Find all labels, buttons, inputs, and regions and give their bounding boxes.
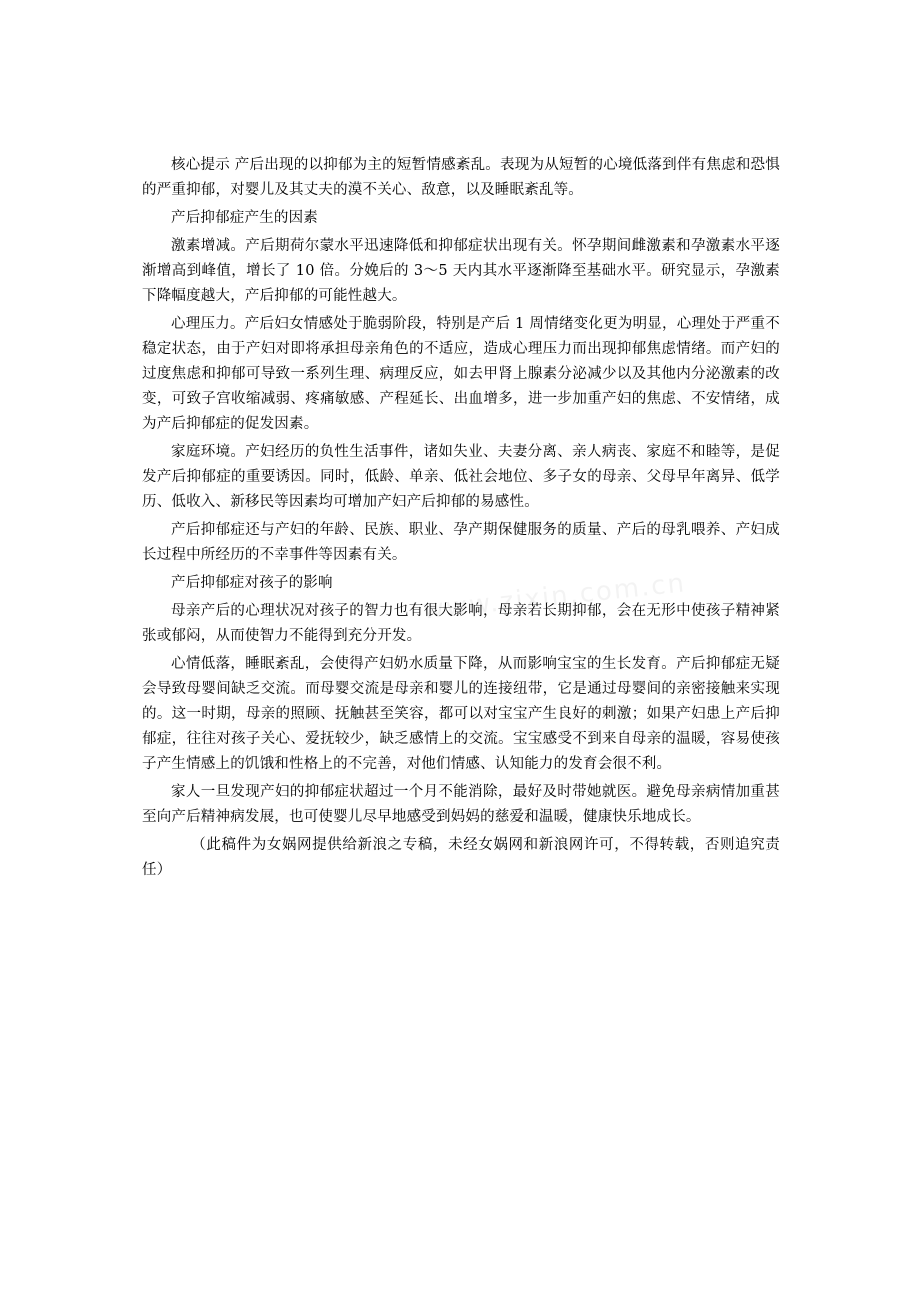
paragraph-other-factors: 产后抑郁症还与产妇的年龄、民族、职业、孕产期保健服务的质量、产后的母乳喂养、产妇成长过程中所经历的不幸事件等因素有关。 <box>142 522 780 563</box>
section-heading-child-impact: 产后抑郁症对孩子的影响 <box>171 575 333 591</box>
paragraph-family-environment: 家庭环境。产妇经历的负性生活事件，诸如失业、夫妻分离、亲人病丧、家庭不和睦等，是促发产后抑郁症的重要诱因。同时，低龄、单亲、低社会地位、多子女的母亲、父母早年离异、低学历、低收入、新移民等因素均可增加产妇产后抑郁的易感性。 <box>142 444 780 510</box>
paragraph-psychological-stress: 心理压力。产后妇女情感处于脆弱阶段，特别是产后 1 周情绪变化更为明显，心理处于严重不稳定状态，由于产妇对即将承担母亲角色的不适应，造成心理压力而出现抑郁焦虑情绪。而产妇的过度焦虑和抑郁可导致一系列生理、病理反应，如去甲肾上腺素分泌减少以及其他内分泌激素的改变，可致子宫收缩减弱、疼痛敏感、产程延长、出血增多，进一步加重产妇的焦虑、不安情绪，成为产后抑郁症的促发因素。 <box>142 316 780 432</box>
copyright-note: （此稿件为女娲网提供给新浪之专稿，未经女娲网和新浪网许可，不得转载，否则追究责任） <box>142 837 780 878</box>
paragraph-bonding: 心情低落，睡眠紊乱，会使得产妇奶水质量下降，从而影响宝宝的生长发育。产后抑郁症无疑会导致母婴间缺乏交流。而母婴交流是母亲和婴儿的连接纽带，它是通过母婴间的亲密接触来实现的。这一时期，母亲的照顾、抚触甚至笑容，都可以对宝宝产生良好的刺激；如果产妇患上产后抑郁症，往往对孩子关心、爱抚较少，缺乏感情上的交流。宝宝感受不到来自母亲的温暖，容易使孩子产生情感上的饥饿和性格上的不完善，对他们情感、认知能力的发育会很不利。 <box>142 656 780 772</box>
paragraph-hormones: 激素增减。产后期荷尔蒙水平迅速降低和抑郁症状出现有关。怀孕期间雌激素和孕激素水平逐渐增高到峰值，增长了 10 倍。分娩后的 3～5 天内其水平逐渐降至基础水平。研究显示，孕激素下降幅度越大，产后抑郁的可能性越大。 <box>142 238 780 304</box>
paragraph-intelligence: 母亲产后的心理状况对孩子的智力也有很大影响，母亲若长期抑郁，会在无形中使孩子精神紧张或郁闷，从而使智力不能得到充分开发。 <box>142 603 780 644</box>
paragraph-seek-help: 家人一旦发现产妇的抑郁症状超过一个月不能消除，最好及时带她就医。避免母亲病情加重甚至向产后精神病发展，也可使婴儿尽早地感受到妈妈的慈爱和温暖，健康快乐地成长。 <box>142 784 780 825</box>
article-body <box>142 153 780 886</box>
section-heading-causes: 产后抑郁症产生的因素 <box>171 210 318 226</box>
summary-paragraph: 核心提示 产后出现的以抑郁为主的短暂情感紊乱。表现为从短暂的心境低落到伴有焦虑和恐惧的严重抑郁，对婴儿及其丈夫的漠不关心、敌意，以及睡眠紊乱等。 <box>142 157 780 198</box>
